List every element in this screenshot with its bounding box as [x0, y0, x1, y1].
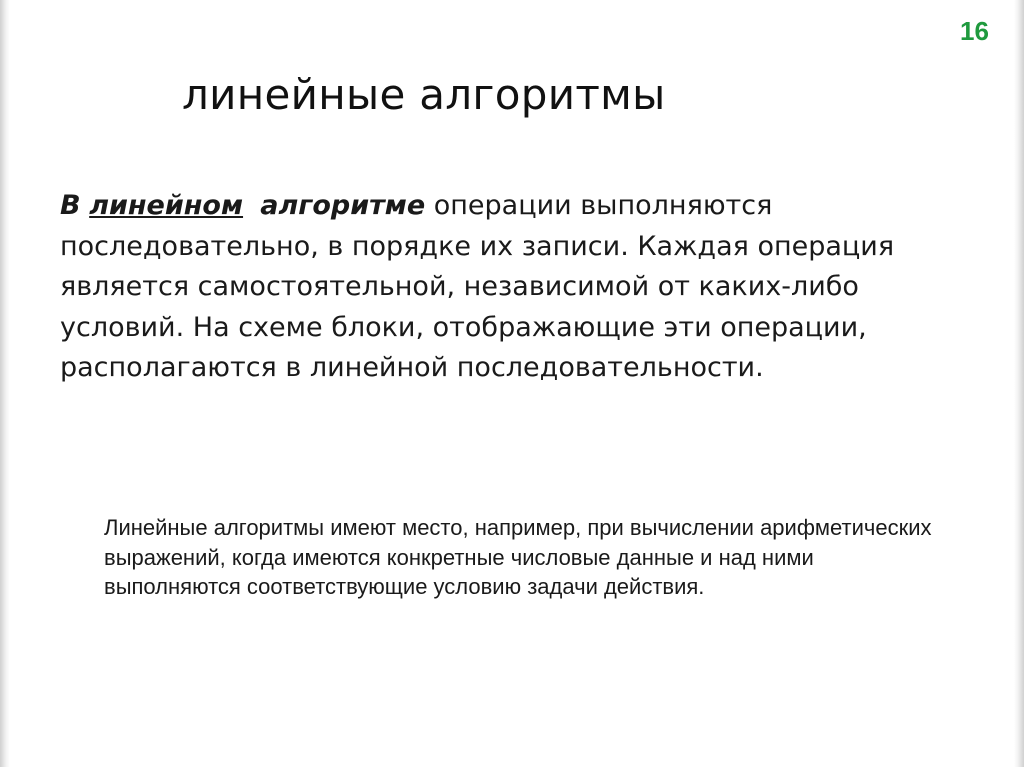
definition-emphasis: алгоритме — [260, 190, 426, 221]
definition-body: операции выполняются последовательно, в порядке их записи. Каждая операция является самостоятельной, независимой от каких-либо условий. На схеме блоки, отображающие эти операции, располагаются в линейной последовательности. — [60, 190, 895, 383]
definition-lead-word: В — [60, 190, 81, 221]
slide-number: 16 — [960, 16, 989, 46]
note-paragraph: Линейные алгоритмы имеют место, например, при вычислении арифметических выражений, когда имеются конкретные числовые данные и над ними выполняются соответствующие условию задачи действия. — [104, 515, 932, 599]
definition-emphasis-underlined: линейном — [89, 190, 244, 221]
slide-title: линейные алгоритмы — [182, 70, 666, 119]
definition-paragraph — [60, 186, 930, 389]
